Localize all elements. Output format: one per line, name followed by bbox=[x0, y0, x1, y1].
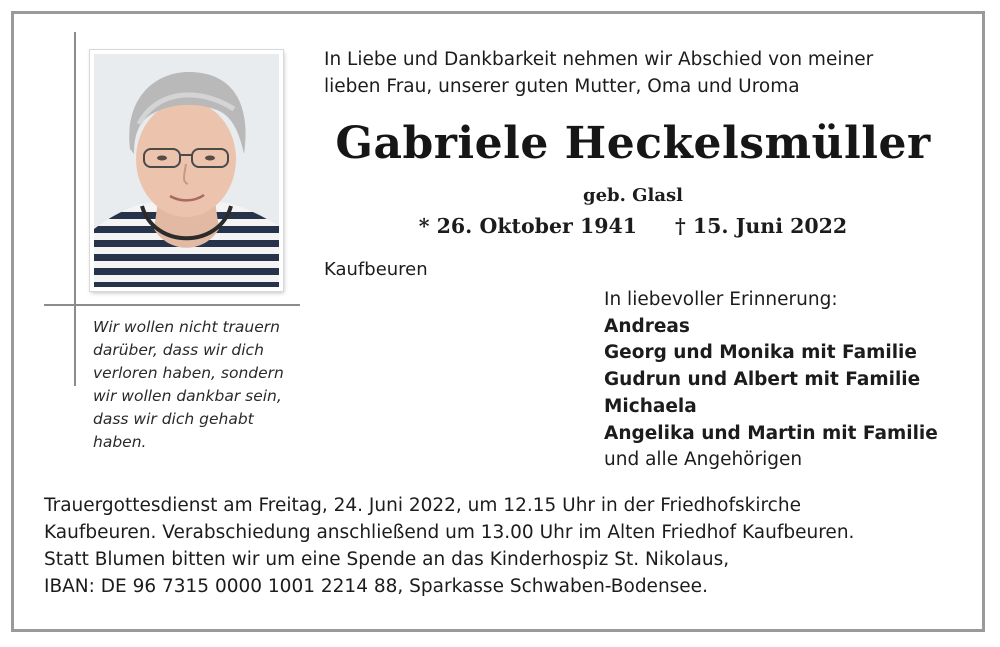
mourners-closing: und alle Angehörigen bbox=[604, 449, 803, 471]
place: Kaufbeuren bbox=[324, 259, 428, 280]
mourner-name: Georg und Monika mit Familie bbox=[604, 342, 917, 364]
poem-line: dass wir dich gehabt bbox=[93, 410, 254, 428]
deceased-name: Gabriele Heckelsmüller bbox=[335, 118, 931, 169]
mourner-name: Gudrun und Albert mit Familie bbox=[604, 369, 921, 391]
mourner-name: Michaela bbox=[604, 395, 697, 417]
service-line: Trauergottesdienst am Freitag, 24. Juni 2022, um 12.15 Uhr in der Friedhofskirche bbox=[44, 495, 801, 516]
life-dates bbox=[300, 214, 966, 238]
cross-vertical-rule bbox=[74, 32, 76, 386]
portrait-image bbox=[94, 54, 279, 287]
intro-line: In Liebe und Dankbarkeit nehmen wir Abschied von meiner bbox=[324, 49, 874, 70]
portrait-photo bbox=[90, 50, 283, 291]
poem-line: Wir wollen nicht trauern bbox=[93, 318, 280, 336]
poem-line: haben. bbox=[93, 433, 147, 451]
cross-horizontal-rule bbox=[44, 304, 300, 306]
donation-line: Statt Blumen bitten wir um eine Spende an das Kinderhospiz St. Nikolaus, bbox=[44, 549, 730, 570]
poem-line: verloren haben, sondern bbox=[93, 364, 284, 382]
intro-text bbox=[324, 46, 974, 100]
iban-line: IBAN: DE 96 7315 0000 1001 2214 88, Sparkasse Schwaben-Bodensee. bbox=[44, 576, 708, 597]
memorial-poem bbox=[93, 316, 308, 454]
poem-line: wir wollen dankbar sein, bbox=[93, 387, 282, 405]
mourner-name: Angelika und Martin mit Familie bbox=[604, 422, 938, 444]
service-line: Kaufbeuren. Verabschiedung anschließend um 13.00 Uhr im Alten Friedhof Kaufbeuren. bbox=[44, 522, 855, 543]
birth-name: geb. Glasl bbox=[582, 185, 683, 206]
death-date: † 15. Juni 2022 bbox=[675, 214, 848, 238]
mourner-name: Andreas bbox=[604, 315, 690, 337]
mourners-list bbox=[604, 287, 974, 474]
intro-line: lieben Frau, unserer guten Mutter, Oma und Uroma bbox=[324, 76, 800, 97]
service-details bbox=[44, 492, 979, 600]
poem-line: darüber, dass wir dich bbox=[93, 341, 264, 359]
birth-date: * 26. Oktober 1941 bbox=[418, 214, 638, 238]
mourners-heading: In liebevoller Erinnerung: bbox=[604, 289, 838, 310]
